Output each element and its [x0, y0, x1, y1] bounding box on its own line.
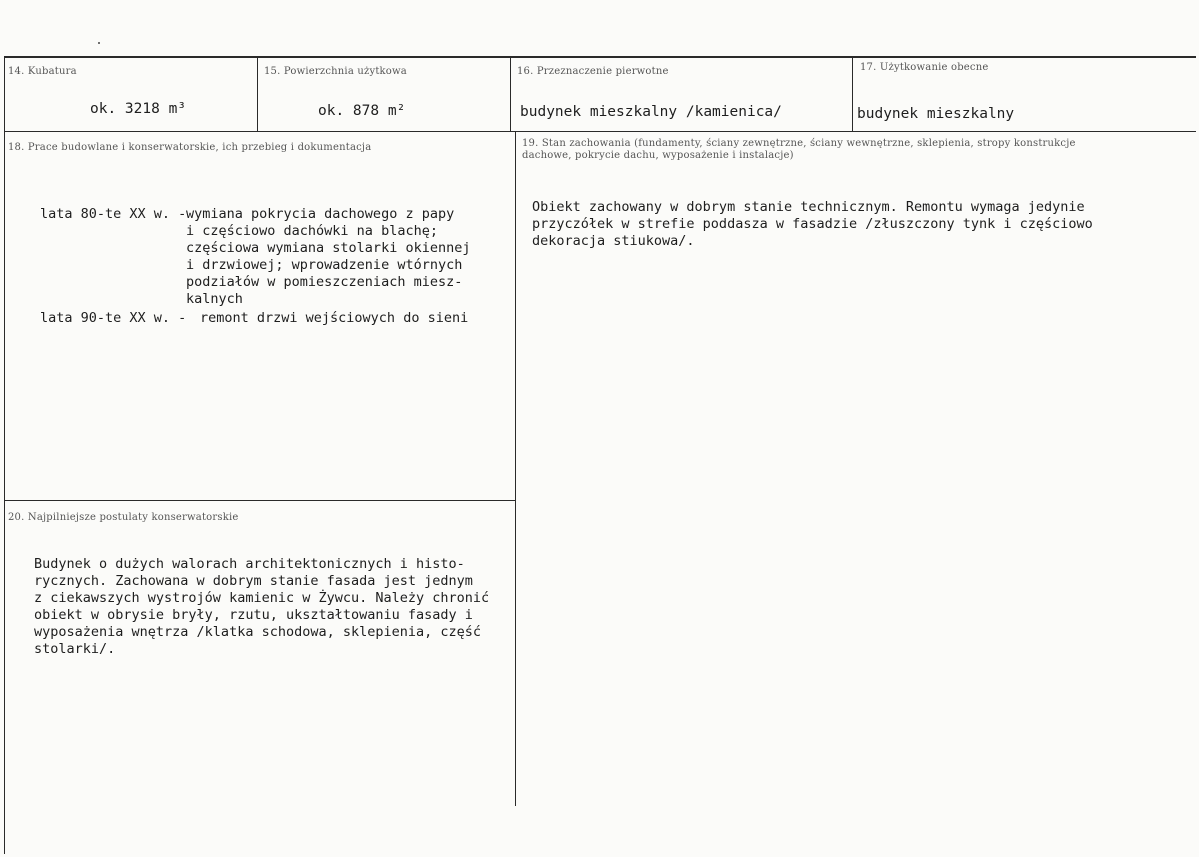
postulaty-label: 20. Najpilniejsze postulaty konserwatorskie: [8, 512, 239, 523]
scan-speck: [98, 42, 100, 44]
prace-label: 18. Prace budowlane i konserwatorskie, ich przebieg i dokumentacja: [8, 142, 372, 153]
divider-15-16: [510, 57, 511, 132]
divider-main-column: [515, 132, 516, 806]
stan-label: 19. Stan zachowania (fundamenty, ściany zewnętrzne, ściany wewnętrzne, sklepienia, stropy konstrukcje dachowe, pokrycie dachu, wyposażenie i instalacje): [522, 138, 1076, 161]
przeznaczenie-label: 16. Przeznaczenie pierwotne: [517, 66, 669, 77]
prace-text-2: remont drzwi wejściowych do sieni: [200, 310, 469, 326]
powierzchnia-value: ok. 878 m²: [318, 103, 406, 119]
prace-period-2: lata 90-te XX w. -: [40, 310, 187, 326]
powierzchnia-label: 15. Powierzchnia użytkowa: [264, 66, 407, 77]
kubatura-value: ok. 3218 m³: [90, 101, 187, 117]
prace-text-1: wymiana pokrycia dachowego z papy i częściowo dachówki na blachę; częściowa wymiana stolarki okiennej i drzwiowej; wprowadzenie wtórnych podziałów w pomieszczeniach miesz- kalnych: [186, 206, 471, 307]
divider-14-15: [257, 57, 258, 132]
field18-bottom-rule: [4, 500, 515, 501]
prace-period-1: lata 80-te XX w. -: [40, 206, 187, 222]
stan-text: Obiekt zachowany w dobrym stanie technicznym. Remontu wymaga jedynie przyczółek w strefie poddasza w fasadzie /złuszczony tynk i częściowo dekoracja stiukowa/.: [532, 199, 1093, 249]
left-border: [4, 57, 5, 854]
uzytkowanie-label: 17. Użytkowanie obecne: [860, 62, 989, 73]
divider-16-17: [852, 57, 853, 132]
top-rule: [4, 56, 1196, 58]
uzytkowanie-value: budynek mieszkalny: [857, 106, 1015, 122]
postulaty-text: Budynek o dużych walorach architektonicznych i histo- rycznych. Zachowana w dobrym stanie fasada jest jednym z ciekawszych wystrojów kamienic w Żywcu. Należy chronić obiekt w obrysie bryły, rzutu, ukształtowaniu fasady i wyposażenia wnętrza /klatka schodowa, sklepienia, część stolarki/.: [34, 556, 490, 657]
przeznaczenie-value: budynek mieszkalny /kamienica/: [520, 104, 782, 120]
kubatura-label: 14. Kubatura: [8, 66, 77, 77]
row1-bottom-rule: [4, 131, 1196, 132]
